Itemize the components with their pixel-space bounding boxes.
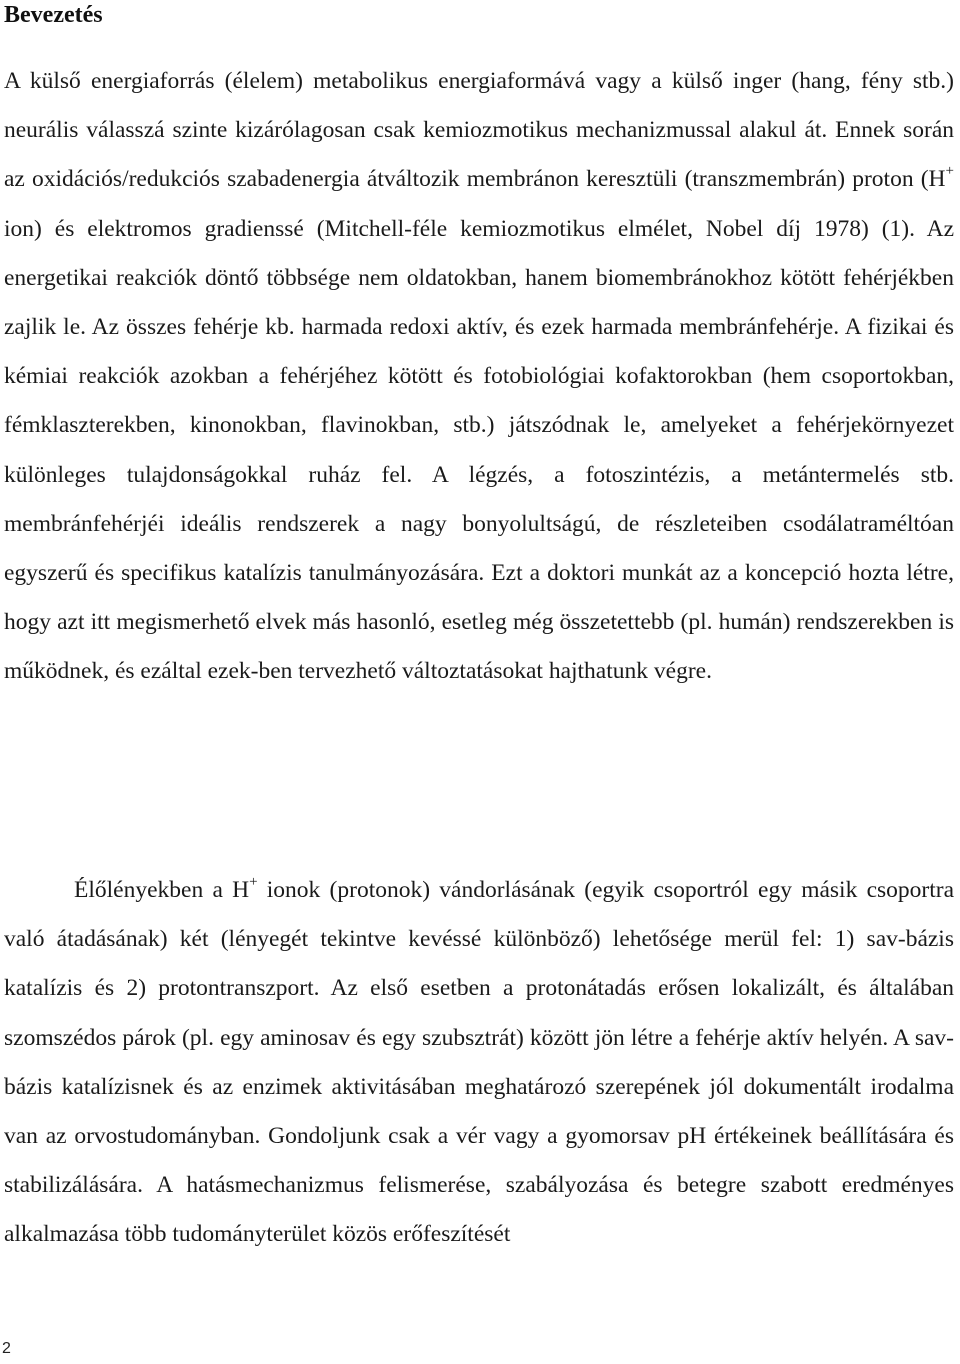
paragraph-intro bbox=[4, 57, 954, 697]
paragraph-protons-text-2: ionok (protonok) vándorlásának (egyik csoportról egy másik csoportra való átadásának) két (lényegét tekintve kevéssé különböző) lehetősége merül fel: 1) sav-bázis katalízis és 2) protontranszport. Az első esetben a protonátadás erősen lokalizált, és általában szomszédos párok (pl. egy aminosav és egy szubsztrát) között jön létre a fehérje aktív helyén. A sav-bázis katalízisnek és az enzimek aktivitásában meghatározó szerepének jól dokumentált irodalma van az orvostudományban. Gondoljunk csak a vér vagy a gyomorsav pH értékeinek beállítására és stabilizálására. A hatásmechanizmus felismerése, szabályozása és betegre szabott eredményes alkalmazása több tudományterület közös erőfeszítését bbox=[4, 877, 954, 1248]
paragraph-protons bbox=[4, 866, 954, 1260]
section-heading: Bevezetés bbox=[4, 2, 103, 28]
page-number: 2 bbox=[2, 1340, 11, 1357]
paragraph-intro-text-2: ion) és elektromos gradienssé (Mitchell-féle kemiozmotikus elmélet, Nobel díj 1978) (1). Az energetikai reakciók döntő többsége nem oldatokban, hanem biomembránokhoz kötött fehérjékben zajlik le. Az összes fehérje kb. harmada redoxi aktív, és ezek harmada membránfehérje. A fizikai és kémiai reakciók azokban a fehérjéhez kötött és fotobiológiai kofaktorokban (hem csoportokban, fémklaszterekben, kinonokban, flavinokban, stb.) játszódnak le, amelyeket a fehérjekörnyezet különleges tulajdonságokkal ruház fel. A légzés, a fotoszintézis, a metántermelés stb. membránfehérjéi ideális rendszerek a nagy bonyolultságú, de részleteiben csodálatraméltóan egyszerű és specifikus katalízis tanulmányozására. Ezt a doktori munkát az a koncepció hozta létre, hogy azt itt megismerhető elvek más hasonló, esetleg még összetettebb (pl. humán) rendszerekben is működnek, és ezáltal ezek-ben tervezhető változtatásokat hajthatunk végre. bbox=[4, 215, 954, 685]
proton-superscript: + bbox=[249, 874, 258, 890]
proton-superscript: + bbox=[945, 163, 954, 180]
paragraph-protons-text-1: Élőlényekben a H bbox=[74, 877, 250, 903]
paragraph-intro-text-1: A külső energiaforrás (élelem) metabolikus energiaformává vagy a külső inger (hang, fény stb.) neurális válasszá szinte kizárólagosan csak kemiozmotikus mechanizmussal alakul át. Ennek során az oxidációs/redukciós szabadenergia átváltozik membránon keresztüli (transzmembrán) proton (H bbox=[4, 68, 954, 193]
document-page bbox=[4, 0, 954, 1248]
